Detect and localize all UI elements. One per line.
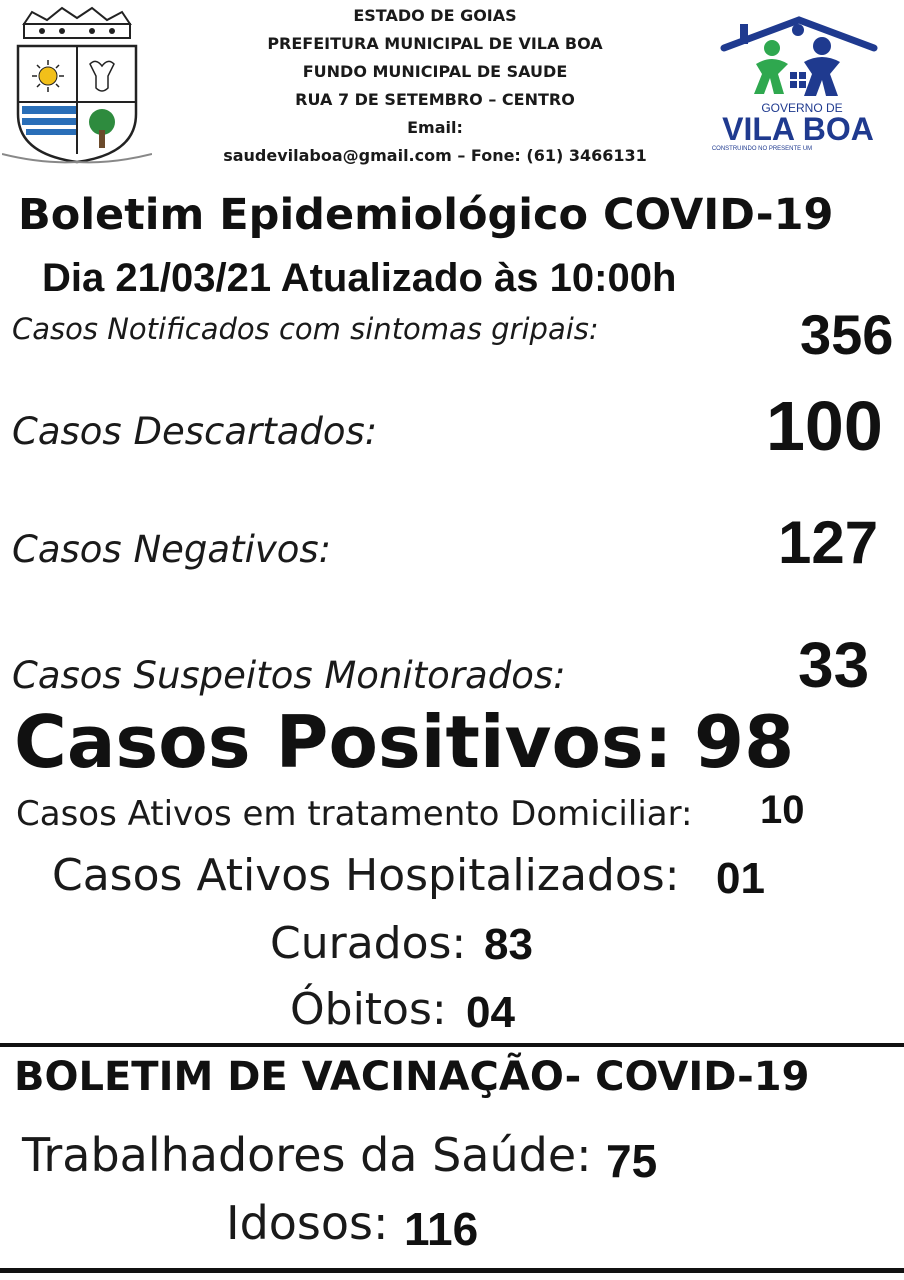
home-treatment-value: 10 xyxy=(760,788,805,832)
logo-vila-boa: VILA BOA xyxy=(722,111,874,147)
negative-cases-label: Casos Negativos: xyxy=(12,528,332,571)
bulletin-date: Dia 21/03/21 Atualizado às 10:00h xyxy=(42,256,677,300)
header-address: RUA 7 DE SETEMBRO – CENTRO xyxy=(295,90,575,109)
elderly-value: 116 xyxy=(404,1203,479,1255)
header-email-label: Email: xyxy=(407,118,463,137)
elderly-label: Idosos: xyxy=(226,1196,389,1250)
logo-slogan: CONSTRUINDO NO PRESENTE UM xyxy=(711,146,813,152)
bulletin-title: Boletim Epidemiológico COVID-19 xyxy=(18,190,834,240)
cured-value: 83 xyxy=(484,920,533,969)
discarded-cases-label: Casos Descartados: xyxy=(12,410,378,453)
positive-cases-value: 98 xyxy=(694,700,795,784)
positive-cases-label: Casos Positivos: xyxy=(14,700,673,784)
hospitalized-value: 01 xyxy=(716,854,765,903)
health-workers-label: Trabalhadores da Saúde: xyxy=(22,1128,592,1182)
deaths-value: 04 xyxy=(466,988,515,1037)
vaccination-title: BOLETIM DE VACINAÇÃO- COVID-19 xyxy=(14,1054,810,1100)
negative-cases-value: 127 xyxy=(778,509,879,576)
section-divider xyxy=(0,1043,904,1047)
discarded-cases-value: 100 xyxy=(766,387,883,465)
bottom-divider xyxy=(0,1268,904,1273)
health-workers-value: 75 xyxy=(606,1135,658,1187)
header-state: ESTADO DE GOIAS xyxy=(353,6,517,25)
header-prefeitura: PREFEITURA MUNICIPAL DE VILA BOA xyxy=(267,34,603,53)
home-treatment-label: Casos Ativos em tratamento Domiciliar: xyxy=(16,794,693,834)
suspected-cases-label: Casos Suspeitos Monitorados: xyxy=(12,654,566,697)
notified-cases-label: Casos Notificados com sintomas gripais: xyxy=(12,312,599,346)
cured-label: Curados: xyxy=(270,918,467,969)
suspected-cases-value: 33 xyxy=(798,629,870,701)
government-house-family-logo xyxy=(694,8,904,158)
municipal-crest-icon xyxy=(2,4,152,164)
deaths-label: Óbitos: xyxy=(290,984,447,1035)
header-address-block xyxy=(190,2,680,170)
header-contact: saudevilaboa@gmail.com – Fone: (61) 3466131 xyxy=(223,146,647,165)
logo-governo-de: GOVERNO DE xyxy=(761,101,843,115)
notified-cases-value: 356 xyxy=(800,303,894,366)
hospitalized-label: Casos Ativos Hospitalizados: xyxy=(52,850,680,901)
header-fundo: FUNDO MUNICIPAL DE SAUDE xyxy=(302,62,568,81)
